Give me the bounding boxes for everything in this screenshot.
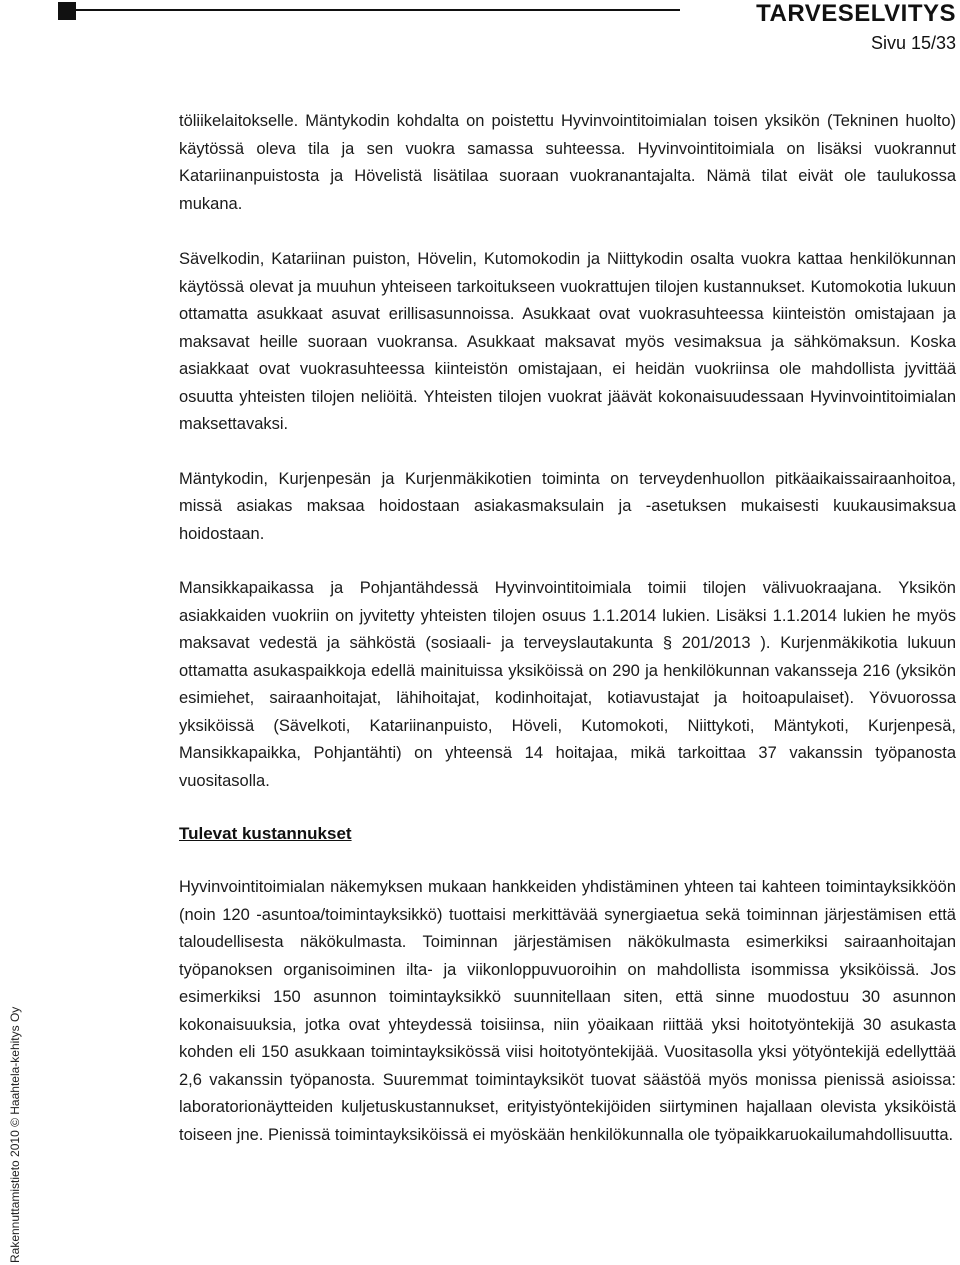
document-body	[179, 108, 956, 1149]
header-square-mark	[58, 2, 76, 20]
page-number: Sivu 15/33	[870, 33, 956, 53]
sidebar-copyright-text: Rakennuttamistieto 2010 © Haahtela-kehitys Oy	[8, 1006, 22, 1263]
section-heading: Tulevat kustannukset	[179, 824, 352, 843]
sidebar-copyright	[0, 0, 20, 1265]
paragraph-3: Mäntykodin, Kurjenpesän ja Kurjenmäkikotien toiminta on terveydenhuollon pitkäaikaissairaanhoitoa, missä asiakas maksaa hoidostaan asiakasmaksulain ja -asetuksen mukaisesti kuukausimaksua hoidostaan.	[179, 469, 956, 543]
document-title: TARVESELVITYS	[756, 0, 956, 27]
paragraph-2: Sävelkodin, Katariinan puiston, Hövelin, Kutomokodin ja Niittykodin osalta vuokra kattaa henkilökunnan käytössä olevat ja muuhun yhteiseen tarkoitukseen vuokrattujen tilojen kustannukset. Kutomokotia lukuun ottamatta asukkaat asuvat erillisasunnoissa. Asukkaat ovat vuokrasuhteessa kiinteistön omistajaan ja maksavat heille suoraan vuokransa. Asukkaat maksavat myös vesimaksua ja sähkömaksun. Koska asiakkaat ovat vuokrasuhteessa kiinteistön omistajaan, ei heidän vuokriinsa ole mahdollista jyvittää osuutta yhteisten tilojen neliöitä. Yhteisten tilojen vuokrat jäävät kokonaisuudessaan Hyvinvointitoimialan maksettavaksi.	[179, 250, 956, 433]
header-rule	[76, 9, 680, 11]
paragraph-4: Mansikkapaikassa ja Pohjantähdessä Hyvinvointitoimiala toimii tilojen välivuokraajana. Yksikön asiakkaiden vuokriin on jyvitetty yhteisten tilojen osuus 1.1.2014 lukien. Lisäksi 1.1.2014 lukien he myös maksavat vedestä ja sähköstä (sosiaali- ja terveyslautakunta § 201/2013 ). Kurjenmäkikotia lukuun ottamatta asukaspaikkoja edellä mainituissa yksiköissä on 290 ja henkilökunnan vakansseja 216 (yksikön esimiehet, sairaanhoitajat, lähihoitajat, kodinhoitajat, kotiavustajat ja hoitoapulaiset). Yövuorossa yksiköissä (Sävelkoti, Katariinanpuisto, Höveli, Kutomokoti, Niittykoti, Mäntykoti, Kurjenpesä, Mansikkapaikka, Pohjantähti) on yhteensä 14 hoitajaa, mikä tarkoittaa 37 vakanssin työpanosta vuositasolla.	[179, 579, 956, 790]
paragraph-1: töliikelaitokselle. Mäntykodin kohdalta on poistettu Hyvinvointitoimialan toisen yksikön (Tekninen huolto) käytössä oleva tila ja sen vuokra samassa suhteessa. Hyvinvointitoimiala on lisäksi vuokrannut Katariinanpuistosta ja Hövelistä lisätilaa suoraan vuokranantajalta. Nämä tilat eivät ole taulukossa mukana.	[179, 112, 956, 213]
paragraph-5: Hyvinvointitoimialan näkemyksen mukaan hankkeiden yhdistäminen yhteen tai kahteen toimintayksikköön (noin 120 -asuntoa/toimintayksikkö) tuottaisi merkittävää synergiaetua sekä toiminnan järjestämisen että taloudellisesta näkökulmasta. Toiminnan järjestämisen näkökulmasta esimerkiksi sairaanhoitajan työpanoksen organisoiminen ilta- ja viikonloppuvuoroihin on mahdollista isommissa yksiköissä. Jos esimerkiksi 150 asunnon toimintayksikkö suunnitellaan siten, että sinne muodostuu 30 asunnon kokonaisuuksia, jotka ovat yhteydessä toisiinsa, niin yöaikaan riittää yksi hoitotyöntekijä 30 asukasta kohden eli 150 asukkaan toimintayksikössä viisi hoitotyöntekijää. Vuositasolla yksi yötyöntekijä edellyttää 2,6 vakanssin työpanosta. Suuremmat toimintayksiköt tuovat säästöä myös monissa pienissä asioissa: laboratorionäytteiden kuljetuskustannukset, erityistyöntekijöiden siirtyminen hajallaan olevista yksiköistä toiseen jne. Pienissä toimintayksiköissä ei myöskään henkilökunnalla ole työpaikkaruokailumahdollisuutta.	[179, 878, 956, 1144]
